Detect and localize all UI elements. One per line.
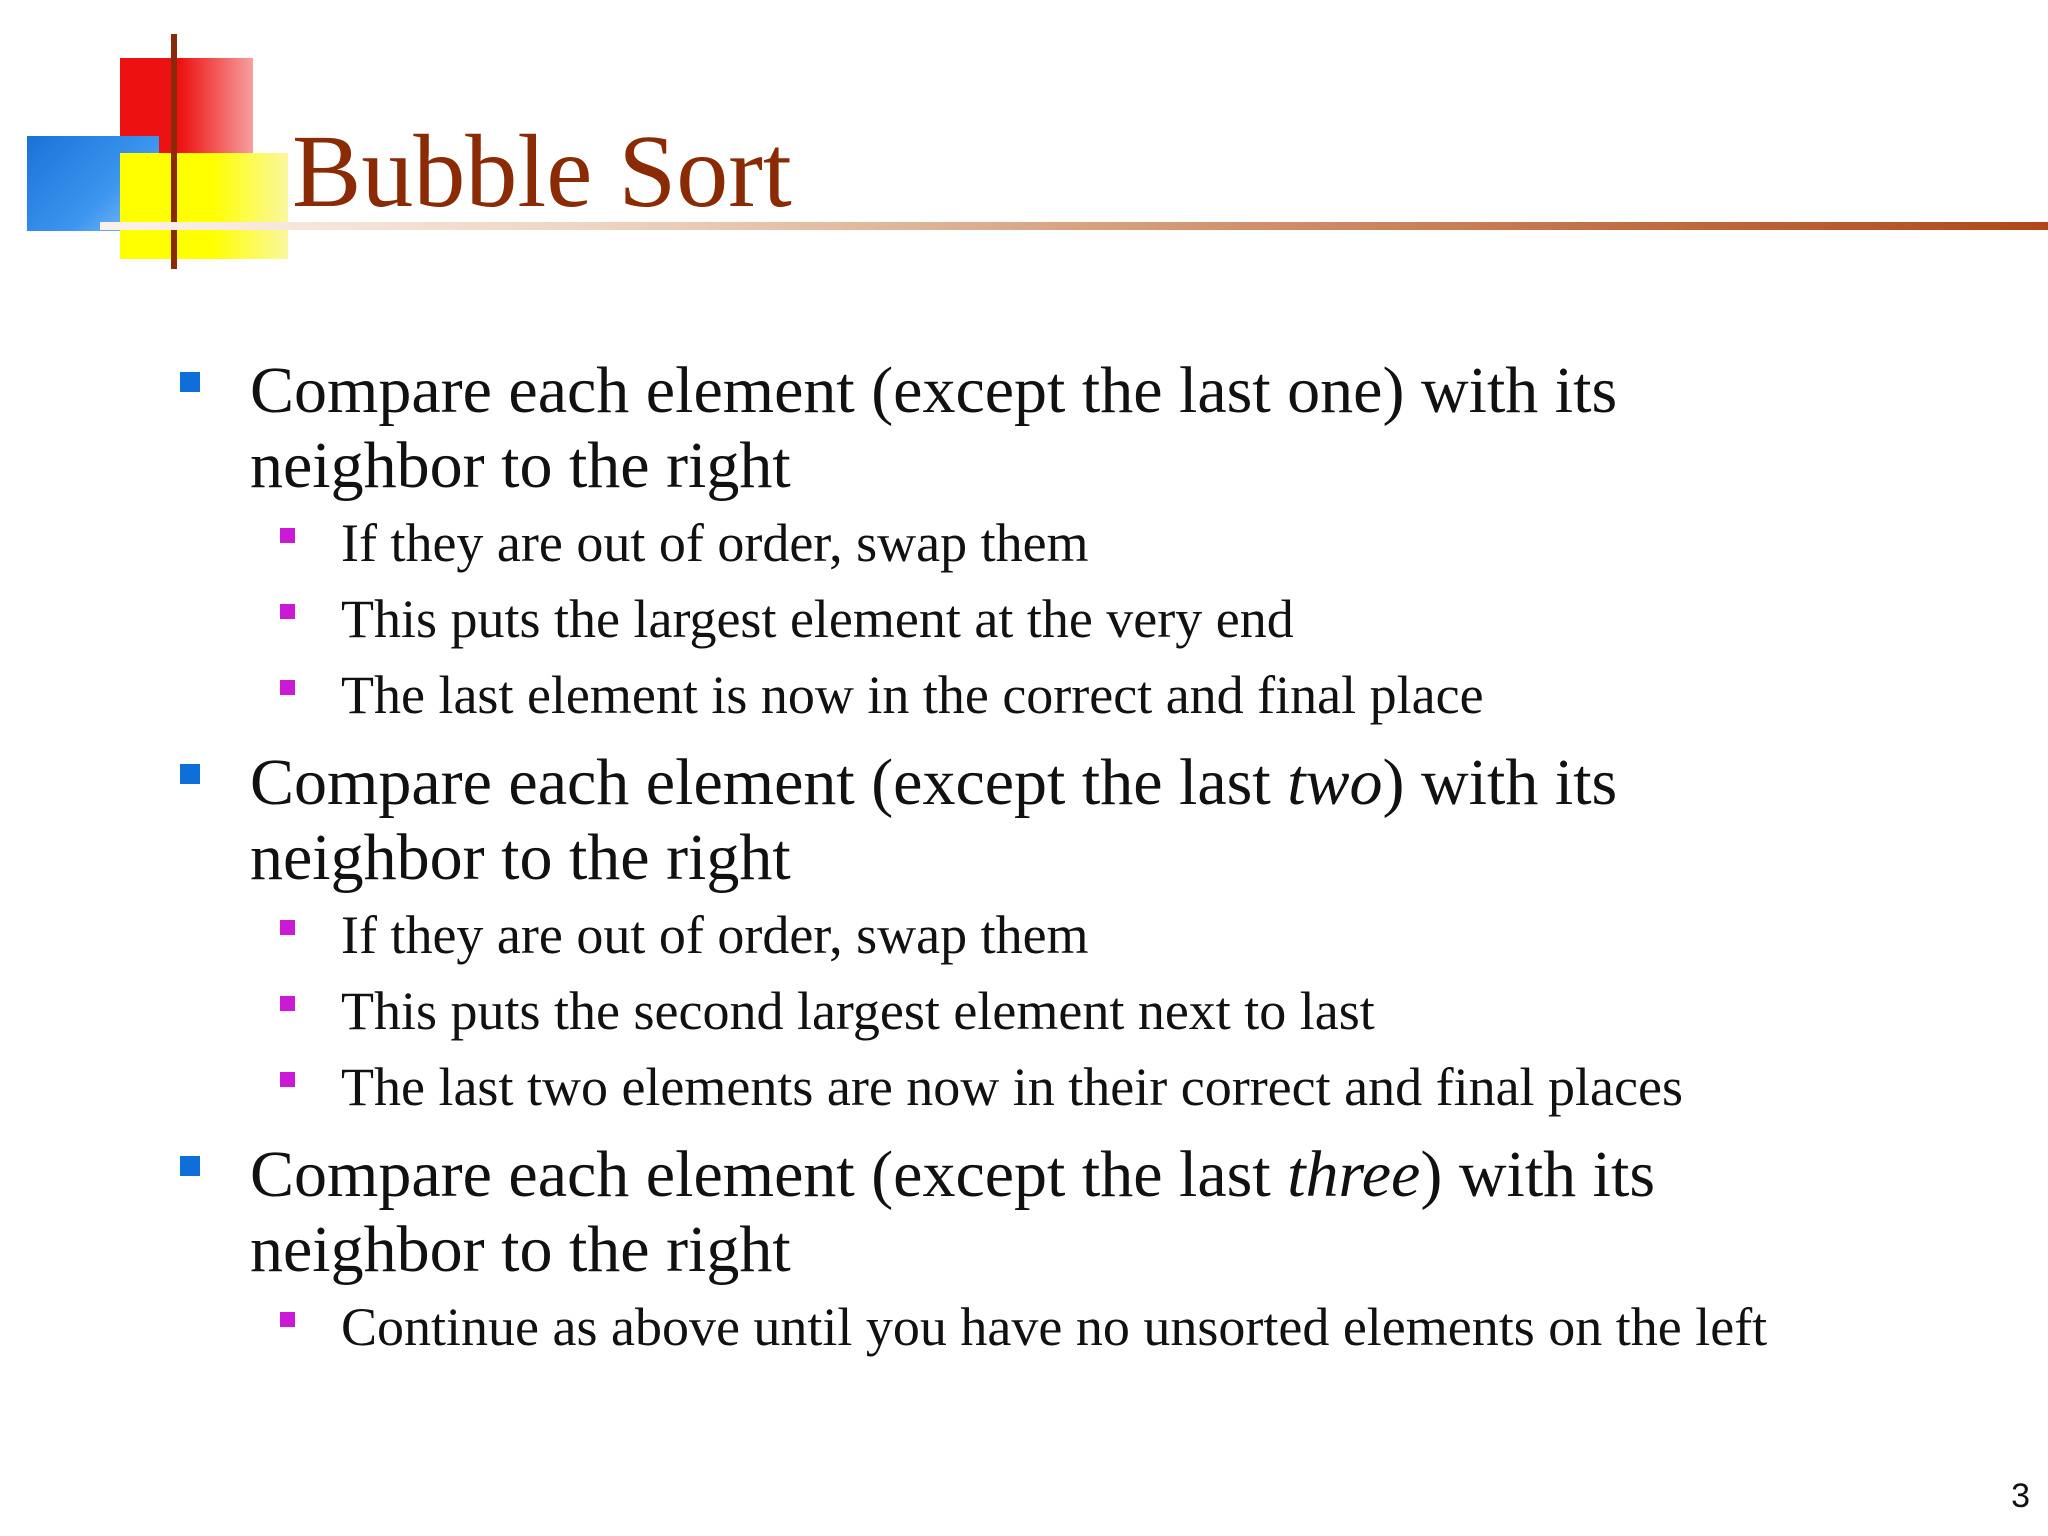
bullet-3-sub-1: Continue as above until you have no unsorted elements on the left	[341, 1297, 1768, 1357]
bullet-2-sub-3: The last two elements are now in their correct and final places	[341, 1057, 1683, 1117]
bullet-1-sub-1: If they are out of order, swap them	[341, 513, 1089, 573]
level1-bullet-marker	[180, 764, 200, 784]
bullet-3-text	[250, 1137, 2030, 1287]
bullet-2-line-1-post: ) with its	[1382, 746, 1618, 819]
bullet-3-line-1-pre: Compare each element (except the last	[250, 1138, 1288, 1211]
bullet-2-emphasis: two	[1287, 746, 1383, 819]
slide-logo-decoration	[0, 0, 300, 280]
level1-bullet-marker	[180, 1156, 200, 1176]
level1-bullet-marker	[180, 372, 200, 392]
bullet-1-sub-3: The last element is now in the correct and final place	[341, 665, 1484, 725]
level2-bullet-marker	[280, 680, 295, 695]
slide-title: Bubble Sort	[292, 114, 792, 229]
bullet-2-line-2: neighbor to the right	[250, 821, 791, 894]
bullet-2-sub-2: This puts the second largest element next to last	[341, 981, 1375, 1041]
bullet-2-sub-1: If they are out of order, swap them	[341, 905, 1089, 965]
bullet-3-line-2: neighbor to the right	[250, 1213, 791, 1286]
level2-bullet-marker	[280, 920, 295, 935]
bullet-3-line-1-post: ) with its	[1420, 1138, 1656, 1211]
level2-bullet-marker	[280, 1312, 295, 1327]
logo-yellow-block	[120, 153, 288, 259]
slide-page-number: 3	[2011, 1477, 2030, 1515]
level2-bullet-marker	[280, 1072, 295, 1087]
bullet-1-line-1: Compare each element (except the last one) with its	[250, 354, 1618, 427]
bullet-1-text	[250, 353, 2030, 503]
bullet-2-text	[250, 745, 2030, 895]
level2-bullet-marker	[280, 996, 295, 1011]
bullet-3-emphasis: three	[1287, 1138, 1421, 1211]
level2-bullet-marker	[280, 528, 295, 543]
logo-vertical-line	[171, 34, 177, 269]
bullet-2-line-1	[250, 745, 2030, 820]
level2-bullet-marker	[280, 604, 295, 619]
bullet-1-sub-2: This puts the largest element at the very end	[341, 589, 1294, 649]
bullet-3-line-1	[250, 1137, 2030, 1212]
bullet-2-line-1-pre: Compare each element (except the last	[250, 746, 1288, 819]
bullet-1-line-2: neighbor to the right	[250, 429, 791, 502]
